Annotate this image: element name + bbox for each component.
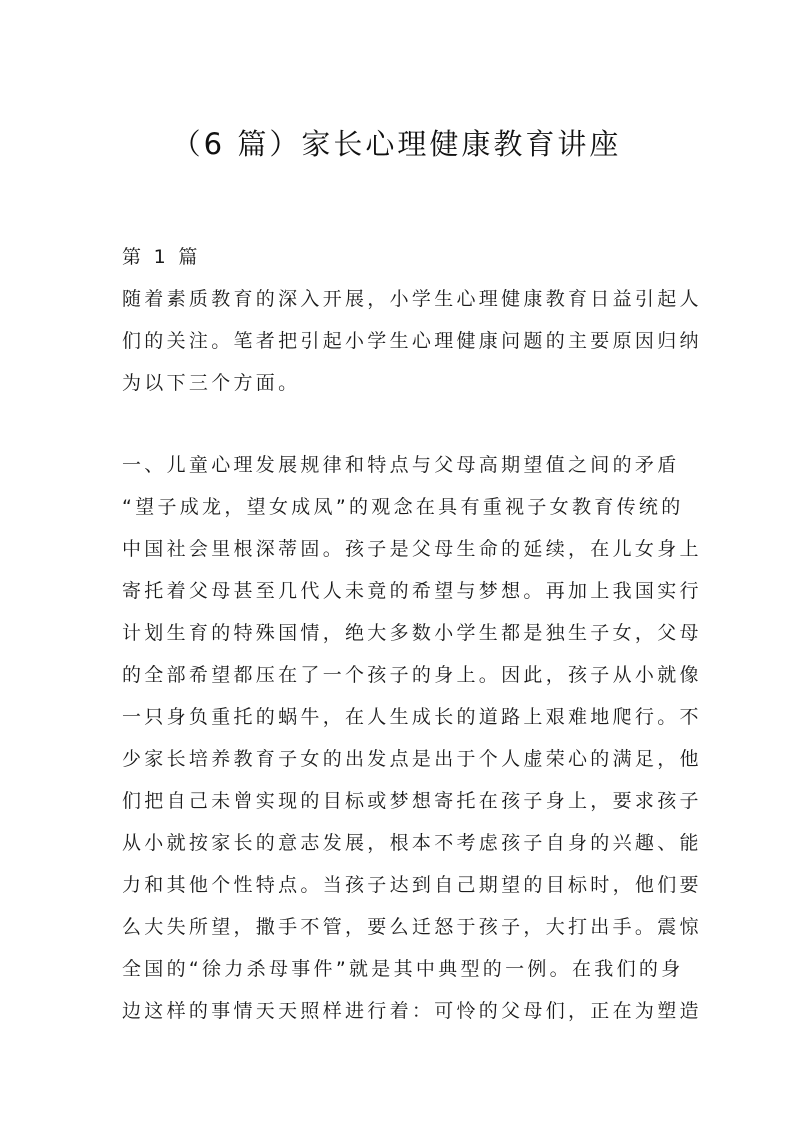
intro-line: 们的关注。笔者把引起小学生心理健康问题的主要原因归纳 [122, 330, 702, 352]
body-line: 计划生育的特殊国情，绝大多数小学生都是独生子女，父母 [122, 622, 702, 644]
intro-line: 为以下三个方面。 [122, 372, 301, 394]
body-line: 中国社会里根深蒂固。孩子是父母生命的延续，在儿女身上 [122, 538, 702, 560]
body-line: 一只身负重托的蜗牛，在人生成长的道路上艰难地爬行。不 [122, 706, 702, 728]
section-label: 第 1 篇 [122, 246, 201, 268]
body-line: 们把自己未曾实现的目标或梦想寄托在孩子身上，要求孩子 [122, 790, 702, 812]
section-heading: 一、儿童心理发展规律和特点与父母高期望值之间的矛盾 [122, 454, 680, 476]
intro-line: 随着素质教育的深入开展，小学生心理健康教育日益引起人 [122, 288, 702, 310]
document-title: （6 篇）家长心理健康教育讲座 [171, 127, 622, 161]
body-line: 么大失所望，撒手不管，要么迁怒于孩子，大打出手。震惊 [122, 916, 702, 938]
body-line: 边这样的事情天天照样进行着：可怜的父母们，正在为塑造 [122, 1000, 702, 1022]
body-line: 少家长培养教育子女的出发点是出于个人虚荣心的满足，他 [122, 748, 702, 770]
body-line: 寄托着父母甚至几代人未竟的希望与梦想。再加上我国实行 [122, 580, 702, 602]
body-line: 力和其他个性特点。当孩子达到自己期望的目标时，他们要 [122, 874, 702, 896]
body-line: 的全部希望都压在了一个孩子的身上。因此，孩子从小就像 [122, 664, 702, 686]
body-line: 从小就按家长的意志发展，根本不考虑孩子自身的兴趣、能 [122, 832, 702, 854]
body-line: “望子成龙，望女成凤”的观念在具有重视子女教育传统的 [122, 496, 684, 518]
body-line: 全国的“徐力杀母事件”就是其中典型的一例。在我们的身 [122, 958, 684, 980]
